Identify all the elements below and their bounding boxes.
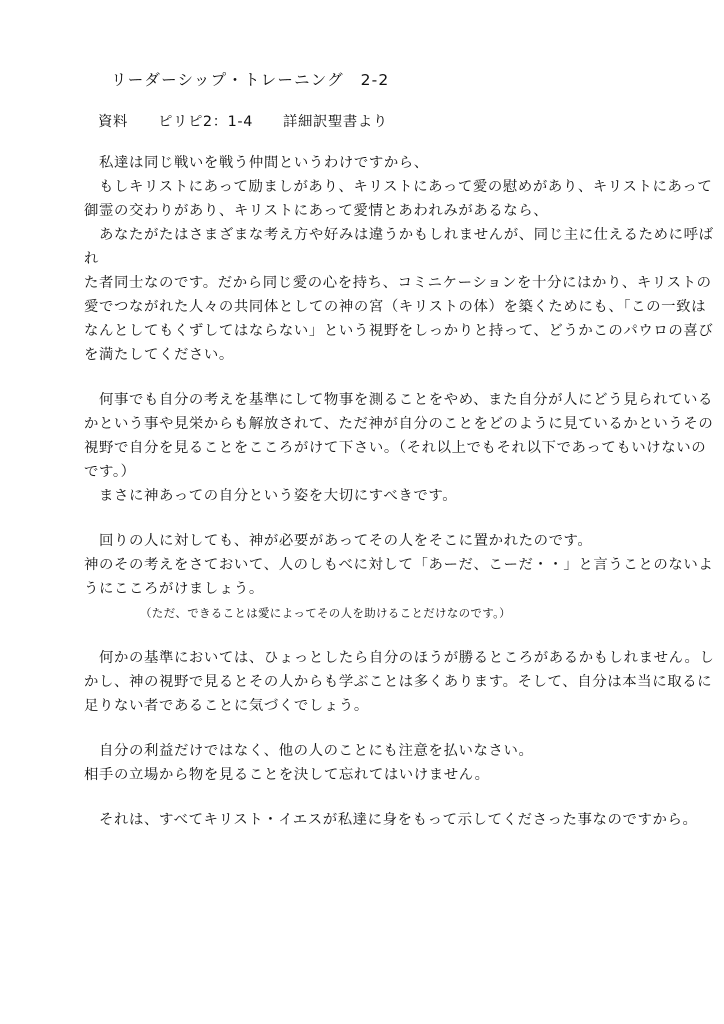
body-line: れ: [84, 251, 99, 267]
body-line: それは、すべてキリスト・イエスが私達に身をもって示してくださった事なのですから。: [84, 812, 698, 828]
body-line: 何かの基準においては、ひょっとしたら自分のほうが勝るところがあるかもしれません。し: [84, 650, 715, 666]
body-line: あなたがたはさまざまな考え方や好みは違うかもしれませんが、同じ主に仕えるために呼ば: [84, 227, 714, 243]
body-line: を満たしてください。: [84, 347, 234, 363]
body-line: 何事でも自分の考えを基準にして物事を測ることをやめ、また自分が人にどう見られている: [84, 392, 714, 408]
body-line: なんとしてもくずしてはならない」という視野をしっかりと持って、どうかこのパウロの喜び: [84, 323, 714, 339]
body-line: 足りない者であることに気づくでしょう。: [84, 698, 369, 714]
body-line: かし、神の視野で見るとその人からも学ぶことは多くあります。そして、自分は本当に取るに: [84, 674, 713, 690]
body-line: 私達は同じ戦いを戦う仲間というわけですから、: [84, 155, 429, 171]
body-line: 視野で自分を見ることをこころがけて下さい。（それ以上でもそれ以下であってもいけないの: [84, 440, 707, 456]
parenthetical-note: （ただ、できることは愛によってその人を助けることだけなのです。）: [140, 606, 511, 620]
body-line: 自分の利益だけではなく、他の人のことにも注意を払いなさい。: [84, 743, 534, 759]
body-line: 相手の立場から物を見ることを決して忘れてはいけません。: [84, 767, 490, 783]
body-line: うにこころがけましょう。: [84, 581, 264, 597]
body-line: た者同士なのです。だから同じ愛の心を持ち、コミニケーションを十分にはかり、キリストの: [84, 275, 712, 291]
body-line: です。）: [84, 464, 136, 480]
reference-line: 資料 ピリピ2：1-4 詳細訳聖書より: [98, 114, 388, 130]
body-line: まさに神あっての自分という姿を大切にすべきです。: [84, 488, 458, 504]
document-title: リーダーシップ・トレーニング 2-2: [111, 71, 390, 89]
body-line: 愛でつながれた人々の共同体としての神の宮（キリストの体）を築くためにも、「この一致は: [84, 299, 707, 315]
body-line: もしキリストにあって励ましがあり、キリストにあって愛の慰めがあり、キリストにあって: [84, 179, 713, 195]
body-line: 神のその考えをさておいて、人のしもべに対して「あーだ、こーだ・・」と言うことのないよ: [84, 557, 714, 573]
body-line: 回りの人に対しても、神が必要があってその人をそこに置かれたのです。: [84, 533, 593, 549]
body-line: かという事や見栄からも解放されて、ただ神が自分のことをどのように見ているかというその: [84, 416, 714, 432]
body-line: 御霊の交わりがあり、キリストにあって愛情とあわれみがあるなら、: [84, 203, 549, 219]
